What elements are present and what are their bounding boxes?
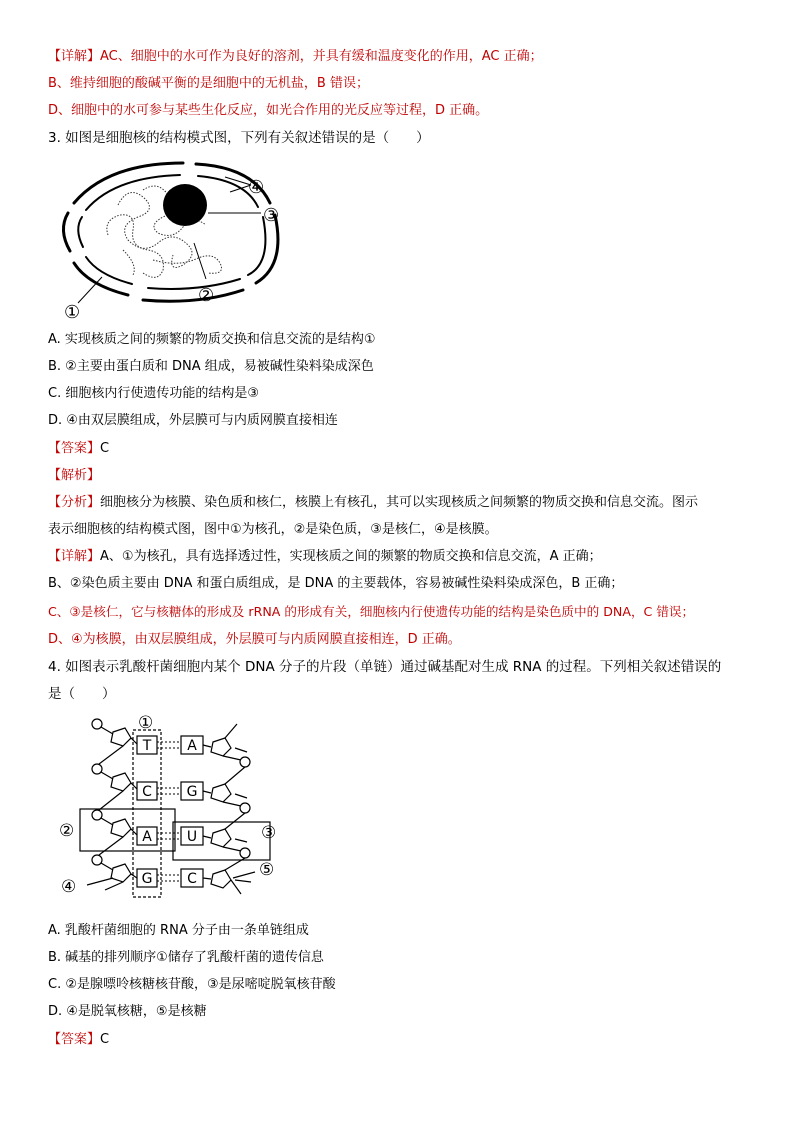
detail-tag: 【详解】 <box>48 49 101 64</box>
nucleolus <box>163 184 207 226</box>
dna-base-1: T <box>142 738 152 754</box>
q3-analysis-line-1 <box>48 494 698 512</box>
rna-base-3: U <box>186 829 198 845</box>
q3-option-c: C. 细胞核内行使遗传功能的结构是③ <box>48 386 259 401</box>
label-3: ③ <box>263 205 280 226</box>
nucleus-diagram <box>48 155 308 325</box>
q4-option-b: B. 碱基的排列顺序①储存了乳酸杆菌的遗传信息 <box>48 950 324 965</box>
q4-option-a: A. 乳酸杆菌细胞的 RNA 分子由一条单链组成 <box>48 923 309 938</box>
q3-detail-line-3: C、③是核仁，它与核糖体的形成及 rRNA 的形成有关，细胞核内行使遗传功能的结构是染色质中的 DNA，C 错误； <box>48 604 695 619</box>
answer-tag: 【答案】 <box>48 1032 101 1047</box>
detail-line-3: D、细胞中的水可参与某些生化反应，如光合作用的光反应等过程，D 正确。 <box>48 103 489 118</box>
label-2: ② <box>198 285 215 306</box>
detail-line-2: B、维持细胞的酸碱平衡的是细胞中的无机盐，B 错误； <box>48 76 369 91</box>
analysis-text-1: 细胞核分为核膜、染色质和核仁，核膜上有核孔，其可以实现核质之间频繁的物质交换和信息交流。图示 <box>100 495 699 510</box>
q4-title-line-2: 是（ ） <box>48 686 116 702</box>
q3-title: 3. 如图是细胞核的结构模式图，下列有关叙述错误的是（ ） <box>48 130 430 146</box>
analysis-sub-tag: 【分析】 <box>48 495 101 510</box>
dna-base-2: C <box>142 784 152 800</box>
label-5: ⑤ <box>259 860 275 880</box>
q3-analysis-tag: 【解析】 <box>48 468 101 483</box>
label-3: ③ <box>261 823 277 843</box>
label-1: ① <box>64 302 81 323</box>
q3-option-b: B. ②主要由蛋白质和 DNA 组成，易被碱性染料染成深色 <box>48 359 374 374</box>
rna-base-2: G <box>186 784 198 800</box>
detail-text-1: A、①为核孔，具有选择透过性，实现核质之间的频繁的物质交换和信息交流，A 正确； <box>100 549 602 564</box>
q3-detail-line-1 <box>48 548 602 566</box>
dna-base-3: A <box>142 829 152 845</box>
answer-tag: 【答案】 <box>48 441 101 456</box>
q4-option-d: D. ④是脱氧核糖，⑤是核糖 <box>48 1004 207 1019</box>
q3-analysis-line-2: 表示细胞核的结构模式图，图中①为核孔，②是染色质，③是核仁，④是核膜。 <box>48 522 498 537</box>
detail-tag: 【详解】 <box>48 549 101 564</box>
label-4: ④ <box>248 177 265 198</box>
detail-text: AC、细胞中的水可作为良好的溶剂，并具有缓和温度变化的作用，AC 正确； <box>100 49 543 64</box>
rna-base-1: A <box>187 738 197 754</box>
q4-answer <box>48 1031 109 1049</box>
label-4: ④ <box>61 877 77 897</box>
label-1: ① <box>138 713 154 733</box>
q3-detail-line-4: D、④为核膜，由双层膜组成，外层膜可与内质网膜直接相连，D 正确。 <box>48 632 461 647</box>
label-2: ② <box>59 821 75 841</box>
q3-option-a: A. 实现核质之间的频繁的物质交换和信息交流的是结构① <box>48 332 376 347</box>
dna-transcription-diagram <box>55 712 300 902</box>
answer-value: C <box>100 1032 110 1047</box>
rna-base-4: C <box>187 871 197 887</box>
q3-option-d: D. ④由双层膜组成，外层膜可与内质网膜直接相连 <box>48 413 338 428</box>
q4-title-line-1: 4. 如图表示乳酸杆菌细胞内某个 DNA 分子的片段（单链）通过碱基配对生成 RNA 的过程。下列相关叙述错误的 <box>48 659 722 675</box>
q3-answer <box>48 440 109 458</box>
detail-line-1 <box>48 48 543 66</box>
dna-base-4: G <box>141 871 153 887</box>
answer-value: C <box>100 441 110 456</box>
q4-option-c: C. ②是腺嘌呤核糖核苷酸，③是尿嘧啶脱氧核苷酸 <box>48 977 336 992</box>
q3-detail-line-2: B、②染色质主要由 DNA 和蛋白质组成，是 DNA 的主要载体，容易被碱性染料染成深色，B 正确； <box>48 576 624 591</box>
